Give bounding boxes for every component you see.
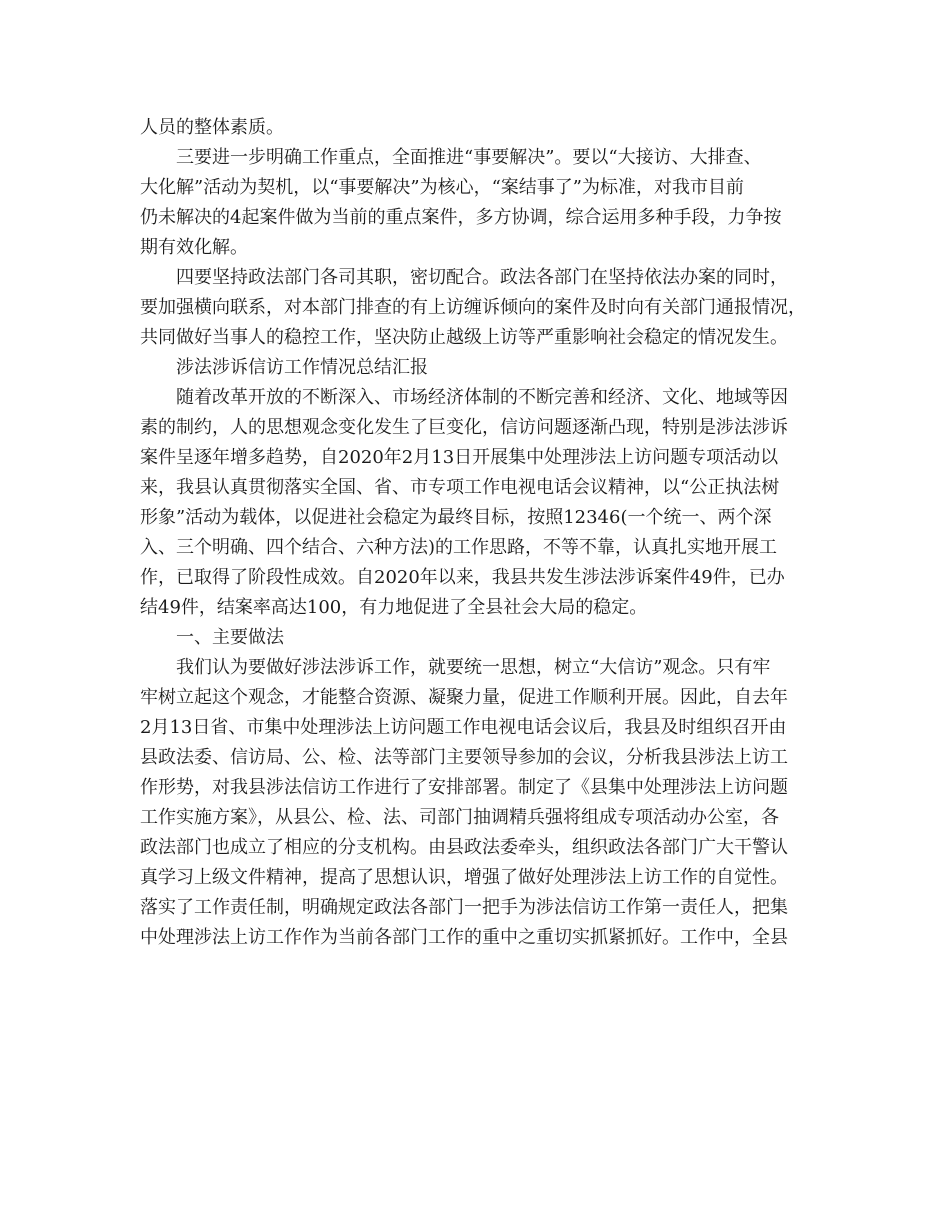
text-line: 真学习上级文件精神，提高了思想认识，增强了做好处理涉法上访工作的自觉性。: [140, 867, 788, 888]
text-line: 我们认为要做好涉法涉诉工作，就要统一思想，树立“大信访”观念。只有牢: [176, 657, 771, 678]
text-line: 入、三个明确、四个结合、六种方法)的工作思路，不等不靠，认真扎实地开展工: [140, 537, 778, 558]
text-line: 政法部门也成立了相应的分支机构。由县政法委牵头，组织政法各部门广大干警认: [140, 837, 788, 858]
text-line: 来，我县认真贯彻落实全国、省、市专项工作电视电话会议精神，以“公正执法树: [140, 477, 780, 498]
text-line: 大化解”活动为契机，以“事要解决”为核心，“案结事了”为标准，对我市目前: [140, 177, 745, 198]
text-line: 人员的整体素质。: [140, 117, 284, 138]
text-line: 仍未解决的4起案件做为当前的重点案件，多方协调，综合运用多种手段，力争按: [140, 207, 782, 228]
text-line: 牢树立起这个观念，才能整合资源、凝聚力量，促进工作顺利开展。因此，自去年: [140, 687, 788, 708]
text-line: 中处理涉法上访工作作为当前各部门工作的重中之重切实抓紧抓好。工作中，全县: [140, 927, 788, 948]
text-line: 2月13日省、市集中处理涉法上访问题工作电视电话会议后，我县及时组织召开由: [140, 717, 787, 738]
text-line: 作形势，对我县涉法信访工作进行了安排部署。制定了《县集中处理涉法上访问题: [140, 777, 788, 798]
document-body: [140, 113, 820, 953]
text-line: 要加强横向联系，对本部门排查的有上访缠诉倾向的案件及时向有关部门通报情况，: [140, 297, 806, 318]
text-line: 形象”活动为载体，以促进社会稳定为最终目标，按照12346(一个统一、两个深: [140, 507, 772, 528]
text-line: 落实了工作责任制，明确规定政法各部门一把手为涉法信访工作第一责任人，把集: [140, 897, 788, 918]
text-line: 四要坚持政法部门各司其职，密切配合。政法各部门在坚持依法办案的同时，: [176, 267, 788, 288]
text-line: 三要进一步明确工作重点，全面推进“事要解决”。要以“大接访、大排查、: [176, 147, 762, 168]
text-line: 案件呈逐年增多趋势，自2020年2月13日开展集中处理涉法上访问题专项活动以: [140, 447, 779, 468]
text-line: 一、主要做法: [176, 627, 284, 648]
text-line: 共同做好当事人的稳控工作，坚决防止越级上访等严重影响社会稳定的情况发生。: [140, 327, 788, 348]
text-line: 县政法委、信访局、公、检、法等部门主要领导参加的会议，分析我县涉法上访工: [140, 747, 788, 768]
text-line: 结49件，结案率高达100，有力地促进了全县社会大局的稳定。: [140, 597, 648, 618]
text-line: 随着改革开放的不断深入、市场经济体制的不断完善和经济、文化、地域等因: [176, 387, 788, 408]
text-line: 素的制约，人的思想观念变化发生了巨变化，信访问题逐渐凸现，特别是涉法涉诉: [140, 417, 788, 438]
text-line: 作，已取得了阶段性成效。自2020年以来，我县共发生涉法涉诉案件49件，已办: [140, 567, 785, 588]
text-line: 涉法涉诉信访工作情况总结汇报: [176, 357, 428, 378]
text-line: 工作实施方案》，从县公、检、法、司部门抽调精兵强将组成专项活动办公室，各: [140, 807, 779, 828]
text-line: 期有效化解。: [140, 237, 248, 258]
